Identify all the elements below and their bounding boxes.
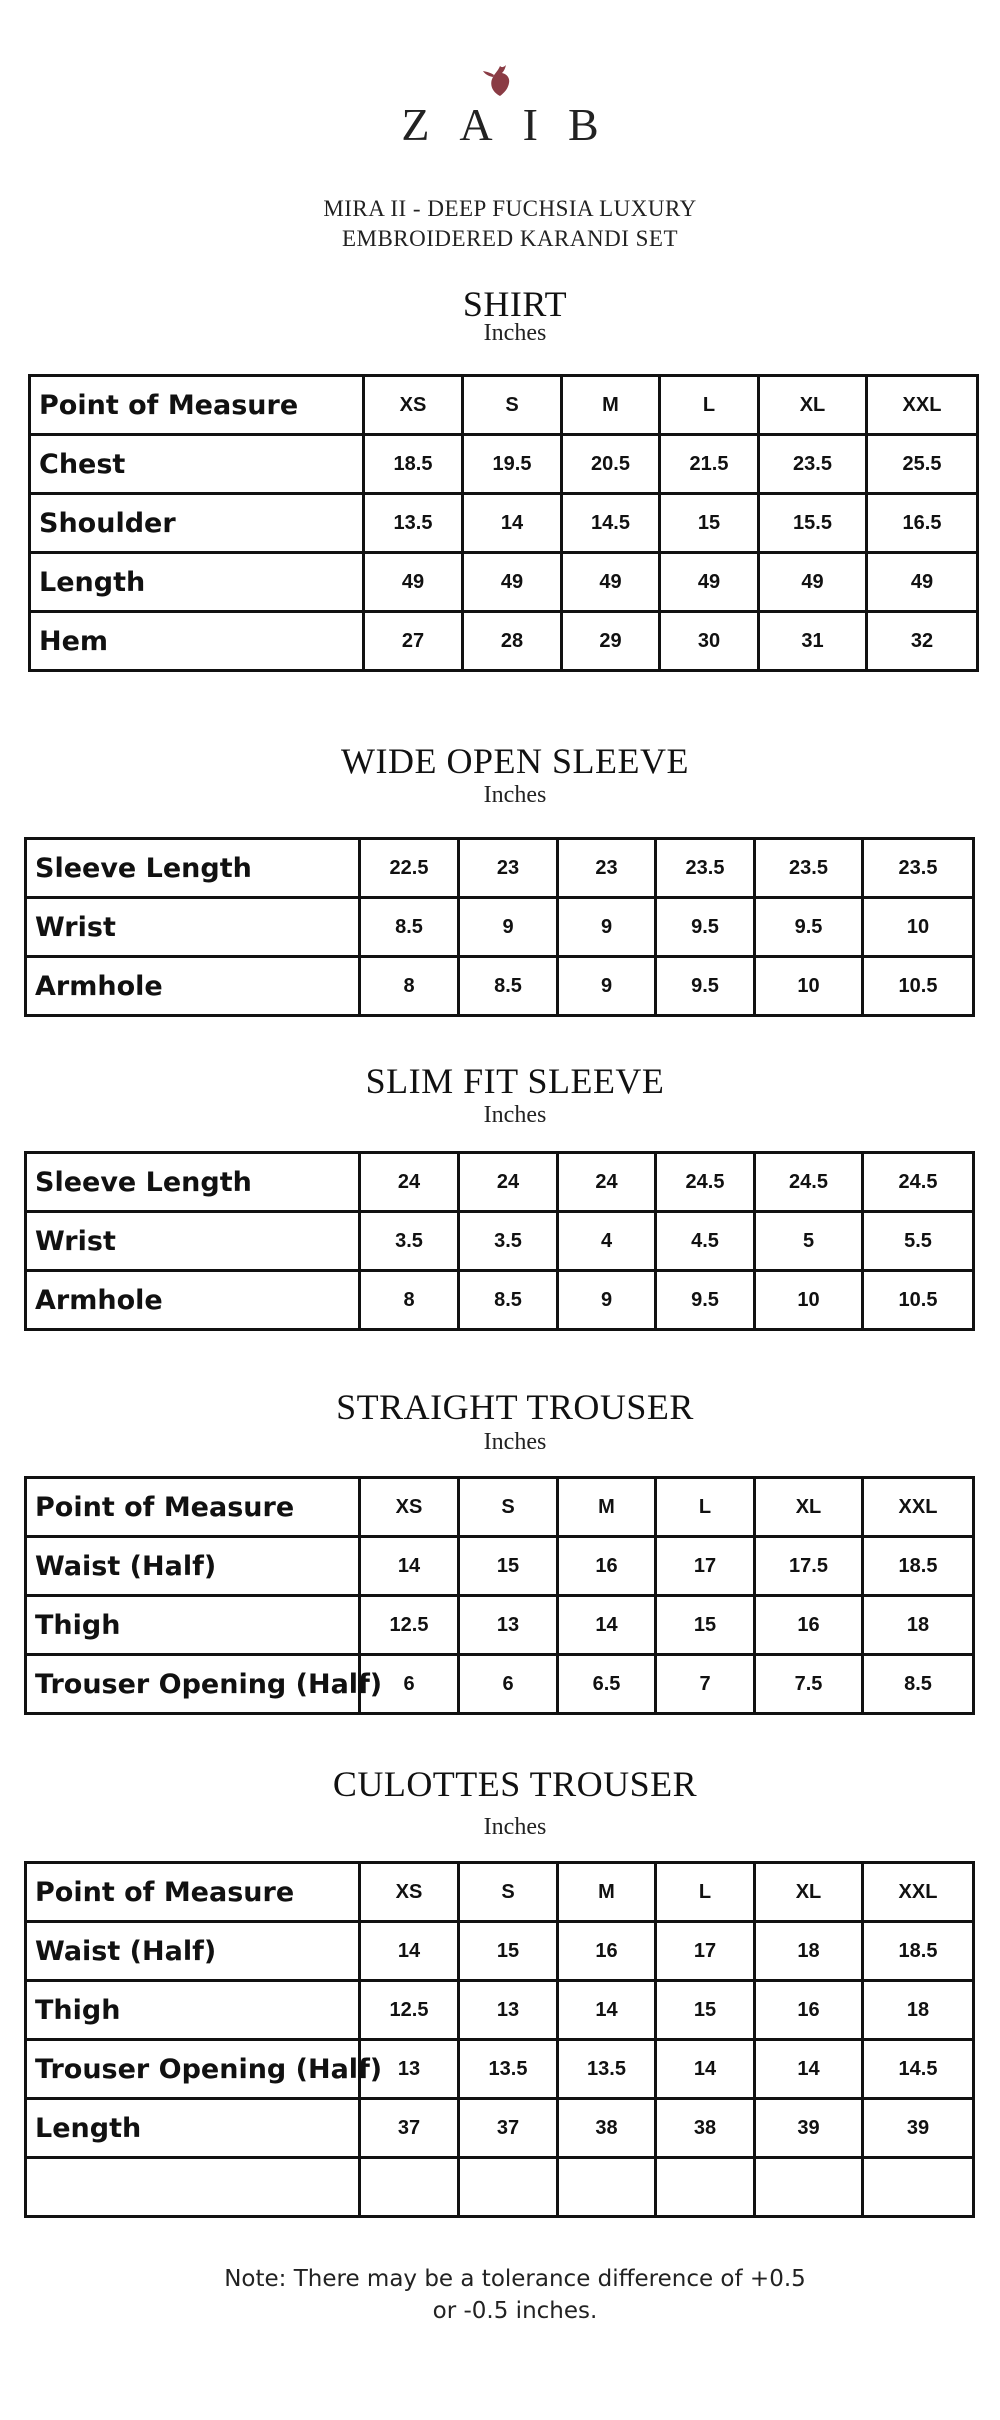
tolerance-note [0,2263,1000,2327]
value-cell: 14 [463,494,562,553]
value-cell: 9 [558,957,656,1016]
value-cell: 9.5 [755,898,863,957]
product-title-line2: EMBROIDERED KARANDI SET [341,226,679,251]
value-cell: 18 [863,1596,974,1655]
value-cell: 13 [459,1981,558,2040]
value-cell: 14 [360,1537,459,1596]
value-cell: 39 [755,2099,863,2158]
value-cell: 7 [656,1655,755,1714]
table-header-row [26,1478,974,1537]
value-cell: 9.5 [656,1271,755,1330]
value-cell: 14.5 [562,494,660,553]
table-row [26,1271,974,1330]
row-label: Wrist [26,1212,360,1271]
header-cell: M [558,1863,656,1922]
value-cell: 9.5 [656,957,755,1016]
tolerance-note-line2: or -0.5 inches. [432,2298,598,2324]
header-cell: S [459,1863,558,1922]
table-row [26,898,974,957]
value-cell: 6.5 [558,1655,656,1714]
value-cell: 14 [558,1981,656,2040]
table-row [26,1922,974,1981]
row-label: Sleeve Length [26,839,360,898]
value-cell: 8 [360,957,459,1016]
header-cell: L [656,1863,755,1922]
section-unit-wide-open-sleeve: Inches [483,782,547,808]
header-cell: XS [364,376,463,435]
value-cell: 12.5 [360,1981,459,2040]
row-label: Length [26,2099,360,2158]
value-cell: 14 [755,2040,863,2099]
value-cell: 49 [463,553,562,612]
size-table-wide-open-sleeve [24,837,975,1017]
row-label: Length [30,553,364,612]
value-cell: 8 [360,1271,459,1330]
size-table-culottes-trouser [24,1861,975,2218]
value-cell: 8.5 [459,957,558,1016]
header-cell: XL [755,1863,863,1922]
value-cell: 49 [660,553,759,612]
value-cell: 49 [759,553,867,612]
value-cell: 13.5 [459,2040,558,2099]
header-cell: L [656,1478,755,1537]
value-cell: 49 [364,553,463,612]
value-cell: 12.5 [360,1596,459,1655]
value-cell: 23.5 [656,839,755,898]
value-cell: 23 [459,839,558,898]
size-table-straight-trouser [24,1476,975,1715]
value-cell: 32 [867,612,978,671]
table-row [26,1981,974,2040]
value-cell: 49 [562,553,660,612]
value-cell: 31 [759,612,867,671]
section-title-wide-open-sleeve: WIDE OPEN SLEEVE [341,741,689,781]
value-cell: 18 [863,1981,974,2040]
value-cell [863,2158,974,2217]
table-row [26,1537,974,1596]
value-cell [459,2158,558,2217]
value-cell [360,2158,459,2217]
value-cell [656,2158,755,2217]
table-row [26,1153,974,1212]
value-cell: 37 [459,2099,558,2158]
logo-wordmark: ZAIB [401,99,629,150]
size-table-slim-fit-sleeve [24,1151,975,1331]
value-cell: 21.5 [660,435,759,494]
bird-icon [480,62,520,98]
value-cell: 18.5 [863,1537,974,1596]
value-cell: 3.5 [360,1212,459,1271]
row-label: Sleeve Length [26,1153,360,1212]
table-header-row [30,376,978,435]
value-cell: 22.5 [360,839,459,898]
value-cell: 13.5 [364,494,463,553]
value-cell: 13 [360,2040,459,2099]
value-cell: 24.5 [755,1153,863,1212]
value-cell: 27 [364,612,463,671]
row-label: Armhole [26,1271,360,1330]
value-cell: 38 [656,2099,755,2158]
value-cell: 4 [558,1212,656,1271]
value-cell: 18 [755,1922,863,1981]
value-cell: 17 [656,1537,755,1596]
section-title-shirt: SHIRT [462,284,568,324]
value-cell: 4.5 [656,1212,755,1271]
value-cell: 23.5 [863,839,974,898]
value-cell: 23.5 [759,435,867,494]
value-cell: 16 [558,1922,656,1981]
value-cell: 24.5 [656,1153,755,1212]
header-cell: XS [360,1478,459,1537]
header-cell: Point of Measure [26,1863,360,1922]
value-cell: 24 [459,1153,558,1212]
brand-logo [0,62,1000,151]
value-cell: 39 [863,2099,974,2158]
section-unit-straight-trouser: Inches [483,1429,547,1455]
value-cell: 15 [459,1922,558,1981]
row-label: Thigh [26,1596,360,1655]
value-cell: 17 [656,1922,755,1981]
value-cell: 9 [558,1271,656,1330]
value-cell: 15 [656,1596,755,1655]
header-cell: S [463,376,562,435]
table-row [26,2099,974,2158]
header-cell: L [660,376,759,435]
value-cell: 14 [360,1922,459,1981]
value-cell: 28 [463,612,562,671]
value-cell [558,2158,656,2217]
row-label: Waist (Half) [26,1922,360,1981]
header-cell: S [459,1478,558,1537]
value-cell: 18.5 [364,435,463,494]
section-title-straight-trouser: STRAIGHT TROUSER [336,1387,694,1427]
value-cell: 15.5 [759,494,867,553]
value-cell: 14.5 [863,2040,974,2099]
value-cell: 38 [558,2099,656,2158]
table-row [26,1596,974,1655]
value-cell: 16 [558,1537,656,1596]
row-label: Chest [30,435,364,494]
value-cell: 24 [558,1153,656,1212]
value-cell: 24 [360,1153,459,1212]
table-header-row [26,1863,974,1922]
table-row [26,957,974,1016]
table-row [26,1212,974,1271]
header-cell: XS [360,1863,459,1922]
table-row [26,1655,974,1714]
value-cell: 5 [755,1212,863,1271]
value-cell: 23 [558,839,656,898]
header-cell: M [562,376,660,435]
value-cell: 25.5 [867,435,978,494]
value-cell: 16.5 [867,494,978,553]
header-cell: XL [755,1478,863,1537]
value-cell: 15 [459,1537,558,1596]
section-unit-slim-fit-sleeve: Inches [483,1102,547,1128]
section-unit-culottes-trouser: Inches [483,1814,547,1840]
value-cell: 5.5 [863,1212,974,1271]
value-cell: 14 [656,2040,755,2099]
value-cell: 3.5 [459,1212,558,1271]
row-label: Wrist [26,898,360,957]
value-cell: 8.5 [360,898,459,957]
value-cell: 49 [867,553,978,612]
header-cell: Point of Measure [30,376,364,435]
row-label: Trouser Opening (Half) [26,2040,360,2099]
value-cell [755,2158,863,2217]
value-cell: 8.5 [863,1655,974,1714]
table-row [26,2158,974,2217]
header-cell: XXL [863,1478,974,1537]
table-row [30,435,978,494]
value-cell: 16 [755,1981,863,2040]
header-cell: Point of Measure [26,1478,360,1537]
row-label: Armhole [26,957,360,1016]
row-label: Thigh [26,1981,360,2040]
header-cell: M [558,1478,656,1537]
header-cell: XXL [867,376,978,435]
value-cell: 10 [755,957,863,1016]
row-label: Shoulder [30,494,364,553]
value-cell: 6 [360,1655,459,1714]
value-cell: 10 [755,1271,863,1330]
value-cell: 9 [459,898,558,957]
value-cell: 23.5 [755,839,863,898]
value-cell: 14 [558,1596,656,1655]
header-cell: XL [759,376,867,435]
table-row [26,2040,974,2099]
value-cell: 13 [459,1596,558,1655]
value-cell: 24.5 [863,1153,974,1212]
table-row [30,553,978,612]
value-cell: 37 [360,2099,459,2158]
row-label: Waist (Half) [26,1537,360,1596]
value-cell: 18.5 [863,1922,974,1981]
value-cell: 10.5 [863,957,974,1016]
value-cell: 6 [459,1655,558,1714]
header-cell: XXL [863,1863,974,1922]
row-label: Trouser Opening (Half) [26,1655,360,1714]
row-label: Hem [30,612,364,671]
value-cell: 10 [863,898,974,957]
value-cell: 13.5 [558,2040,656,2099]
value-cell: 8.5 [459,1271,558,1330]
value-cell: 20.5 [562,435,660,494]
value-cell: 19.5 [463,435,562,494]
value-cell: 29 [562,612,660,671]
value-cell: 17.5 [755,1537,863,1596]
value-cell: 15 [656,1981,755,2040]
product-title-line1: MIRA II - DEEP FUCHSIA LUXURY [323,196,697,221]
value-cell: 7.5 [755,1655,863,1714]
table-row [30,494,978,553]
row-label [26,2158,360,2217]
value-cell: 30 [660,612,759,671]
value-cell: 9.5 [656,898,755,957]
value-cell: 16 [755,1596,863,1655]
value-cell: 15 [660,494,759,553]
tolerance-note-line1: Note: There may be a tolerance difference of +0.5 [224,2266,806,2292]
section-unit-shirt: Inches [483,320,547,346]
table-row [26,839,974,898]
section-title-slim-fit-sleeve: SLIM FIT SLEEVE [365,1061,665,1101]
table-row [30,612,978,671]
product-title [0,194,1000,254]
section-title-culottes-trouser: CULOTTES TROUSER [332,1764,698,1804]
value-cell: 9 [558,898,656,957]
value-cell: 10.5 [863,1271,974,1330]
size-table-shirt [28,374,979,672]
